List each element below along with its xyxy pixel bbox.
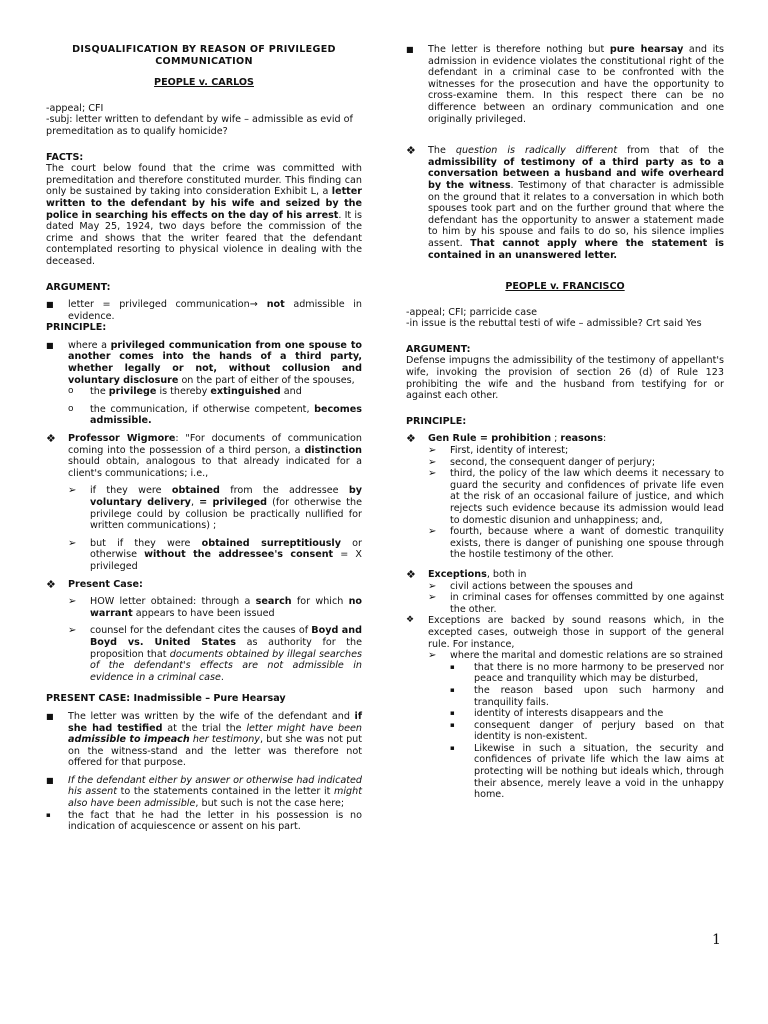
facts-heading: FACTS: [46, 151, 84, 163]
present-case-item: ❖ Present Case: [46, 577, 143, 591]
small-square-bullet-icon: ▪ [46, 810, 51, 819]
present-case-heading: PRESENT CASE: Inadmissible – Pure Hearsay [46, 693, 286, 705]
wigmore-subitem: ➢ if they were obtained from the addressee by voluntary delivery, = privileged (for otherwise the privilege could by collusion be practically nullified for written communications) ; [68, 485, 363, 532]
case2-principle-heading: PRINCIPLE: [406, 415, 467, 427]
arrow-bullet-icon: ➢ [428, 580, 437, 592]
diamond-bullet-icon: ❖ [406, 432, 416, 446]
case2-appeal: -appeal; CFI; parricide case [406, 306, 537, 318]
arrow-bullet-icon: ➢ [68, 625, 77, 637]
arrow-bullet-icon: ➢ [428, 468, 437, 480]
reason-item: ➢ second, the consequent danger of perjury; [428, 456, 656, 468]
arrow-bullet-icon: ➢ [428, 456, 437, 468]
arrow-bullet-icon: ➢ [428, 592, 437, 604]
title-line-2: COMMUNICATION [155, 55, 253, 67]
circle-bullet-icon: o [68, 403, 74, 414]
square-bullet-icon: ■ [46, 340, 54, 350]
diamond-bullet-icon: ❖ [46, 577, 56, 591]
exception-subitem: ➢ civil actions between the spouses and [428, 580, 633, 592]
marital-subitem: ▪ identity of interests disappears and the [450, 708, 664, 720]
case2-argument-heading: ARGUMENT: [406, 343, 471, 355]
square-bullet-icon: ■ [46, 711, 54, 721]
hearsay-conclusion-item: ■ The letter is therefore nothing but pure hearsay and its admission in evidence violates the constitutional right of the defendant in a criminal case to be confronted with the witnesses for the prosecution and have the opportunity to cross-examine them. In this respect there can be no difference between an ordinary communication and one originally privileged. [406, 44, 725, 125]
facts-paragraph: The court below found that the crime was committed with premeditation and therefore constituted murder. This finding can only be sustained by taking into consideration Exhibit L, a letter written to the defendant by his wife and seized by the police in searching his effects on the day of his arrest. It is dated May 25, 1924, two days before the commission of the crime and shows that the writer feared that the defendant contemplated resorting to physical violence in dealing with the deceased. [46, 163, 363, 267]
case1-appeal: -appeal; CFI [46, 102, 104, 114]
case2-argument: Defense impugns the admissibility of the testimony of appellant's wife, invoking the provision of section 26 (d) of Rule 123 prohibiting the wife and the husband from testifying for or against each other. [406, 355, 724, 402]
square-bullet-icon: ■ [406, 45, 414, 54]
arrow-bullet-icon: ➢ [428, 526, 437, 538]
arrow-icon: → [249, 299, 258, 311]
wigmore-item: ❖ Professor Wigmore: "For documents of communication coming into the possession of a third person, a distinction should obtain, analogous to that already indicated for a client's communications; i.e., [46, 432, 362, 479]
argument-heading: ARGUMENT: [46, 281, 111, 293]
arrow-bullet-icon: ➢ [68, 596, 77, 608]
arrow-bullet-icon: ➢ [68, 485, 77, 497]
title-line-1: DISQUALIFICATION BY REASON OF PRIVILEGED [72, 44, 336, 55]
exception-subitem: ➢ in criminal cases for offenses committed by one against the other. [428, 592, 724, 615]
third-party-item: ❖ The question is radically different from that of the admissibility of testimony of a third party as to a conversation between a husband and wife overheard by the witness. Testimony of that character is admissible on the ground that it relates to a conversation in which both spouses took part and on the further ground that where the defendant has the opportunity to answer a statement made to him by his spouse and fails to do so, his silence implies assent. That cannot apply where the statement is contained in an unanswered letter. [406, 144, 725, 261]
small-square-bullet-icon: ▪ [450, 685, 455, 694]
square-bullet-icon: ■ [46, 775, 54, 785]
left-column [46, 44, 362, 833]
small-square-bullet-icon: ▪ [450, 709, 455, 718]
marital-subitem: ▪ Likewise in such a situation, the security and confidences of private life which the law aims at protecting will be nothing but ideals which, through their absence, merely leave a void in the unhappy home. [450, 742, 724, 801]
small-square-bullet-icon: ▪ [450, 662, 455, 671]
hearsay-item: ▪ the fact that he had the letter in his possession is no indication of acquiescence or assent on his part. [46, 809, 362, 833]
marital-subitem: ▪ that there is no more harmony to be preserved nor peace and tranquility which may be disturbed, [450, 661, 724, 685]
marital-strained-item: ➢ where the marital and domestic relations are so strained [428, 650, 723, 662]
arrow-bullet-icon: ➢ [68, 537, 77, 549]
square-bullet-icon: ■ [46, 300, 54, 310]
argument-item: ■ letter = privileged communication→ not admissible in evidence. [46, 299, 362, 322]
circle-bullet-icon: o [68, 386, 74, 397]
principle-subitem: o the privilege is thereby extinguished and [68, 386, 302, 398]
arrow-bullet-icon: ➢ [428, 650, 437, 662]
case1-subject: -subj: letter written to defendant by wife – admissible as evid of premeditation as to qualify homicide? [46, 114, 353, 137]
case2-title: PEOPLE v. FRANCISCO [505, 281, 625, 293]
arrow-bullet-icon: ➢ [428, 445, 437, 457]
marital-subitem: ▪ consequent danger of perjury based on that identity is non-existent. [450, 719, 724, 743]
diamond-bullet-icon: ❖ [46, 432, 56, 446]
present-case-subitem: ➢ counsel for the defendant cites the causes of Boyd and Boyd vs. United States as authority for the proposition that documents obtained by illegal searches of the defendant's effects are not admissible in evidence in a criminal case. [68, 625, 362, 683]
right-column [406, 44, 724, 801]
reason-item: ➢ fourth, because where a want of domestic tranquility exists, there is danger of punishing one spouse through the hostile testimony of the other. [428, 526, 724, 561]
document-title [46, 44, 362, 67]
gen-rule-item: ❖ Gen Rule = prohibition ; reasons: [406, 432, 607, 446]
page-number: 1 [712, 932, 721, 948]
marital-subitem: ▪ the reason based upon such harmony and tranquility fails. [450, 684, 724, 708]
wigmore-subitem: ➢ but if they were obtained surreptitiously or otherwise without the addressee's consent = X privileged [68, 537, 362, 572]
principle-item: ■ where a privileged communication from one spouse to another comes into the hands of a third party, whether legally or not, without collusion and voluntary disclosure on the part of either of the spouses, [46, 339, 362, 386]
hearsay-item: ■ If the defendant either by answer or otherwise had indicated his assent to the statements contained in the letter it might also have been admissible, but such is not the case here; [46, 774, 362, 810]
hearsay-item: ■ The letter was written by the wife of the defendant and if she had testified at the trial the letter might have been admissible to impeach her testimony, but she was not put on the witness-stand and the letter was therefore not offered for that purpose. [46, 710, 362, 769]
small-square-bullet-icon: ▪ [450, 720, 455, 729]
present-case-subitem: ➢ HOW letter obtained: through a search for which no warrant appears to have been issued [68, 596, 362, 619]
exceptions-backed-item: ❖ Exceptions are backed by sound reasons which, in the excepted cases, outweigh those in support of the general rule. For instance, [406, 615, 724, 650]
case1-title: PEOPLE v. CARLOS [154, 77, 254, 89]
diamond-bullet-icon: ❖ [406, 144, 416, 158]
principle-subitem: o the communication, if otherwise competent, becomes admissible. [68, 403, 362, 427]
small-square-bullet-icon: ▪ [450, 743, 455, 752]
exceptions-item: ❖ Exceptions, both in [406, 567, 527, 581]
diamond-bullet-icon: ❖ [406, 567, 416, 581]
diamond-bullet-icon: ❖ [406, 615, 415, 626]
case2-issue: -in issue is the rebuttal testi of wife – admissible? Crt said Yes [406, 318, 702, 330]
reason-item: ➢ First, identity of interest; [428, 445, 569, 457]
reason-item: ➢ third, the policy of the law which deems it necessary to guard the security and confidences of private life even at the risk of an occasional failure of justice, and which rejects such evidence because its admission would lead to domestic disunion and unhappiness; and, [428, 468, 724, 526]
principle-heading: PRINCIPLE: [46, 322, 107, 334]
